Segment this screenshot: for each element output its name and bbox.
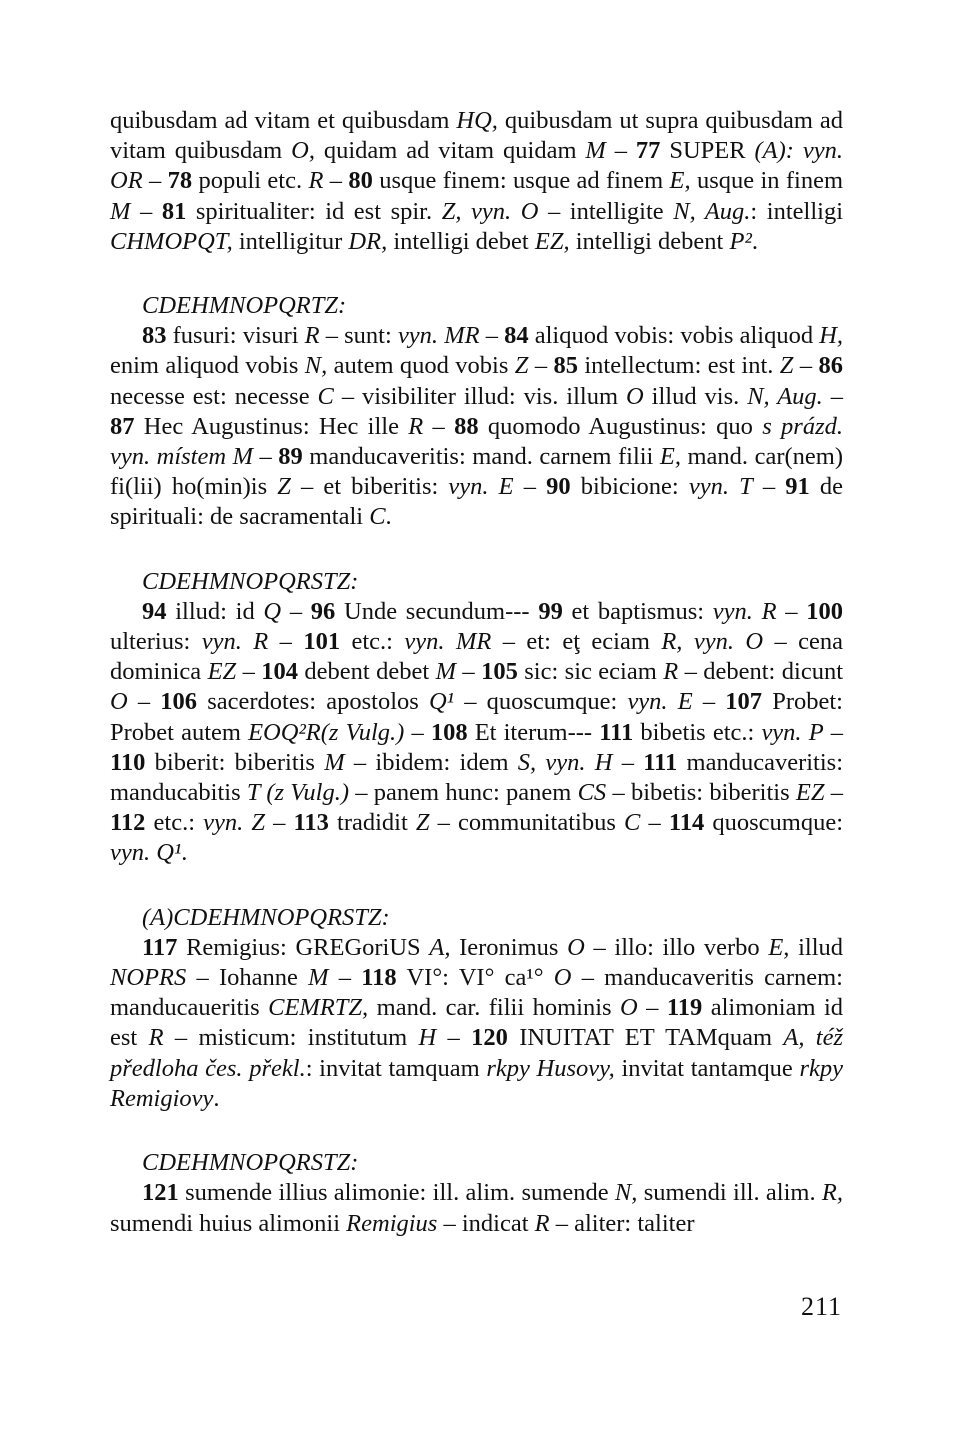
variant-text: Hec Augustinus: Hec ille bbox=[134, 412, 409, 440]
variant-text: mand. car(nem) fi(lii) ho(min)is bbox=[110, 443, 843, 501]
siglum-text: O bbox=[625, 382, 644, 410]
variant-text: – bbox=[822, 382, 844, 410]
variant-text: autem quod vobis bbox=[327, 352, 515, 380]
siglum-text: O bbox=[567, 933, 585, 961]
siglum-text: C bbox=[624, 809, 641, 837]
variant-text: – bbox=[265, 809, 294, 837]
siglum-text: Q bbox=[263, 597, 282, 625]
variant-text: – et: eţ eciam bbox=[491, 628, 662, 656]
siglum-text: M bbox=[585, 137, 606, 165]
variant-text: sacerdotes: apostolos bbox=[197, 688, 429, 716]
line-number: 117 bbox=[142, 933, 178, 961]
siglum-text: vyn. Q¹ bbox=[110, 839, 182, 867]
siglum-text: vyn. OR bbox=[110, 137, 843, 195]
siglum-text: Remigius bbox=[346, 1209, 438, 1237]
variant-text: – bbox=[823, 718, 844, 746]
line-number: 114 bbox=[668, 809, 705, 837]
variant-text: . bbox=[181, 839, 188, 867]
variant-text: – panem hunc: panem bbox=[349, 779, 578, 807]
siglum-text: R, bbox=[821, 1179, 843, 1207]
siglum-text: vyn. R bbox=[712, 597, 777, 625]
variant-text: – bbox=[281, 597, 311, 625]
variant-text: illud vis. bbox=[643, 382, 748, 410]
siglum-text: R bbox=[304, 322, 320, 350]
variant-text: – debent: dicunt bbox=[678, 658, 843, 686]
variant-text: manducaveritis: mand. carnem filii bbox=[302, 443, 660, 471]
variant-text: bibicione: bbox=[570, 473, 689, 501]
variant-text: – bbox=[612, 748, 644, 776]
apparatus-paragraph bbox=[110, 321, 843, 532]
variant-text: – bbox=[513, 473, 547, 501]
line-number: 89 bbox=[278, 443, 303, 471]
witness-sigla-heading: CDEHMNOPQRTZ: bbox=[142, 292, 347, 320]
siglum-text: vyn. MR bbox=[404, 628, 492, 656]
variant-text: bibetis etc.: bbox=[633, 718, 762, 746]
variant-text: quibusdam ut supra quibusdam ad vitam quibusdam bbox=[110, 107, 843, 165]
variant-text: – et biberitis: bbox=[290, 473, 449, 501]
siglum-text: A, bbox=[429, 933, 451, 961]
variant-text: – bbox=[640, 809, 669, 837]
variant-text: intelligi debet bbox=[387, 227, 535, 255]
variant-text: – bbox=[605, 137, 636, 165]
line-number: 87 bbox=[110, 412, 135, 440]
variant-text: SUPER bbox=[660, 137, 755, 165]
variant-text: – communitatibus bbox=[429, 809, 625, 837]
siglum-text: Z bbox=[415, 809, 430, 837]
siglum-text: E, bbox=[669, 167, 691, 195]
line-number: 94 bbox=[142, 597, 167, 625]
witness-sigla-heading: CDEHMNOPQRSTZ: bbox=[142, 567, 359, 595]
variant-text: : intelligi bbox=[750, 197, 844, 225]
siglum-text: EZ bbox=[207, 658, 237, 686]
variant-text: – quoscumque: bbox=[454, 688, 628, 716]
siglum-text: R bbox=[408, 412, 424, 440]
variant-text: intelligitur bbox=[232, 227, 349, 255]
variant-text: illud bbox=[789, 933, 844, 961]
variant-text: : invitat tamquam bbox=[305, 1054, 487, 1082]
line-number: 105 bbox=[481, 658, 518, 686]
variant-text: – bbox=[752, 473, 786, 501]
siglum-text: P² bbox=[729, 227, 752, 255]
variant-text: quomodo Augustinus: quo bbox=[478, 412, 763, 440]
variant-text: – indicat bbox=[437, 1209, 535, 1237]
variant-text: – cena dominica bbox=[110, 628, 844, 686]
siglum-text: vyn. R bbox=[201, 628, 269, 656]
variant-text: – bbox=[323, 167, 349, 195]
variant-text: ulterius: bbox=[110, 628, 202, 656]
variant-text: manducaveritis: manducabitis bbox=[110, 748, 844, 807]
page-number: 211 bbox=[800, 1292, 842, 1321]
siglum-text: R bbox=[663, 658, 679, 686]
variant-text: – ibidem: idem bbox=[344, 748, 518, 776]
siglum-text: A, též předloha čes. překl. bbox=[110, 1024, 844, 1082]
siglum-text: E, bbox=[659, 443, 681, 471]
variant-text: alimoniam id est bbox=[110, 994, 844, 1052]
siglum-text: Z bbox=[779, 352, 794, 380]
line-number: 91 bbox=[785, 473, 810, 501]
variant-text: – bibetis: biberitis bbox=[606, 779, 796, 807]
line-number: 108 bbox=[430, 718, 468, 746]
siglum-text: CS bbox=[577, 779, 607, 807]
siglum-text: s prázd. vyn. místem M bbox=[110, 412, 844, 471]
siglum-text: R bbox=[308, 167, 324, 195]
variant-text: sumende illius alimonie: ill. alim. sumende bbox=[178, 1179, 615, 1207]
siglum-text: vyn. MR bbox=[397, 322, 480, 350]
line-number: 111 bbox=[599, 718, 634, 746]
witness-sigla-heading: CDEHMNOPQRSTZ: bbox=[142, 1149, 359, 1177]
siglum-text: DR, bbox=[348, 227, 388, 255]
variant-text: – bbox=[404, 718, 431, 746]
siglum-text: O, bbox=[291, 137, 315, 165]
siglum-text: N, Aug. bbox=[747, 382, 823, 410]
variant-text: mand. car. filii hominis bbox=[368, 994, 621, 1022]
siglum-text: EZ, bbox=[534, 227, 570, 255]
variant-text: – illo: illo verbo bbox=[584, 933, 769, 961]
variant-text: quoscumque: bbox=[704, 809, 844, 837]
variant-text: usque finem: usque ad finem bbox=[372, 167, 670, 195]
line-number: 110 bbox=[110, 748, 146, 776]
siglum-text: HQ, bbox=[456, 107, 498, 134]
siglum-text: N, Aug. bbox=[673, 197, 751, 225]
line-number: 113 bbox=[293, 809, 329, 837]
variant-text: illud: id bbox=[166, 597, 264, 625]
variant-text: – bbox=[793, 352, 819, 380]
variant-text: debent debet bbox=[298, 658, 436, 686]
variant-text: – bbox=[423, 412, 455, 440]
variant-text: – misticum: institutum bbox=[163, 1024, 419, 1052]
variant-text: Probet: Probet autem bbox=[110, 688, 843, 746]
siglum-text: rkpy Remigiovy bbox=[110, 1054, 843, 1112]
variant-text: populi etc. bbox=[192, 167, 309, 195]
variant-text: – intelligite bbox=[538, 197, 674, 225]
siglum-text: C bbox=[369, 503, 386, 531]
line-number: 85 bbox=[553, 352, 578, 380]
line-number: 100 bbox=[806, 597, 844, 625]
variant-text: – Iohanne bbox=[186, 964, 309, 992]
variant-text: fusuri: visuri bbox=[166, 322, 305, 350]
siglum-text: M bbox=[324, 748, 345, 776]
variant-text: Et iterum--- bbox=[467, 718, 600, 746]
siglum-text: vyn. Z bbox=[203, 809, 265, 837]
siglum-text: EOQ²R(z Vulg.) bbox=[248, 718, 405, 746]
siglum-text: M bbox=[308, 964, 329, 992]
line-number: 106 bbox=[160, 688, 198, 716]
siglum-text: Q¹ bbox=[428, 688, 455, 716]
variant-text: – bbox=[268, 628, 304, 656]
line-number: 90 bbox=[546, 473, 571, 501]
variant-text: Unde secundum--- bbox=[335, 597, 539, 625]
siglum-text: Z bbox=[514, 352, 529, 380]
line-number: 77 bbox=[635, 137, 661, 165]
siglum-text: S, vyn. H bbox=[517, 748, 613, 776]
siglum-text: O bbox=[110, 688, 128, 716]
variant-text: quibusdam ad vitam et quibusdam bbox=[110, 107, 457, 134]
variant-text: – bbox=[236, 658, 262, 686]
line-number: 120 bbox=[471, 1024, 508, 1052]
apparatus-paragraph bbox=[110, 1178, 843, 1238]
line-number: 80 bbox=[348, 167, 373, 195]
line-number: 99 bbox=[538, 597, 563, 625]
siglum-text: R, vyn. O bbox=[661, 628, 764, 656]
variant-text: etc.: bbox=[340, 628, 405, 656]
variant-text: sumendi ill. alim. bbox=[637, 1179, 822, 1207]
variant-text: intellectum: est int. bbox=[577, 352, 780, 380]
apparatus-paragraph bbox=[110, 106, 843, 257]
siglum-text: R bbox=[534, 1209, 550, 1237]
variant-text: . bbox=[385, 503, 392, 531]
variant-text: – bbox=[127, 688, 161, 716]
siglum-text: vyn. T bbox=[688, 473, 753, 501]
siglum-text: EZ bbox=[795, 779, 825, 807]
siglum-text: vyn. E bbox=[448, 473, 514, 501]
variant-text: – bbox=[436, 1024, 472, 1052]
variant-text: – aliter: taliter bbox=[549, 1209, 695, 1237]
variant-text: et baptismus: bbox=[562, 597, 713, 625]
variant-text: sic: sic eciam bbox=[517, 658, 664, 686]
siglum-text: O bbox=[553, 964, 572, 992]
siglum-text: E, bbox=[768, 933, 790, 961]
variant-text: Remigius: GREGoriUS bbox=[177, 933, 430, 961]
siglum-text: M bbox=[110, 197, 131, 225]
variant-text: – bbox=[692, 688, 726, 716]
variant-text: – bbox=[130, 197, 162, 225]
variant-text: aliquod vobis: vobis aliquod bbox=[528, 322, 820, 350]
variant-text: necesse est: necesse bbox=[110, 382, 318, 410]
variant-text: biberit: biberitis bbox=[145, 748, 325, 776]
siglum-text: H, bbox=[819, 322, 844, 350]
witness-sigla-heading: (A)CDEHMNOPQRSTZ: bbox=[142, 903, 390, 931]
variant-text: de spirituali: de sacramentali bbox=[110, 473, 843, 531]
variant-text: – bbox=[142, 167, 168, 195]
variant-text: sumendi huius alimonii bbox=[110, 1209, 347, 1237]
line-number: 121 bbox=[142, 1179, 179, 1207]
line-number: 101 bbox=[303, 628, 341, 656]
siglum-text: CHMOPQT, bbox=[110, 227, 233, 255]
variant-text: spiritualiter: id est spir. bbox=[186, 197, 442, 225]
line-number: 84 bbox=[504, 322, 529, 350]
line-number: 81 bbox=[161, 197, 187, 225]
line-number: 104 bbox=[261, 658, 298, 686]
line-number: 107 bbox=[725, 688, 763, 716]
variant-text: INUITAT ET TAMquam bbox=[507, 1024, 784, 1052]
variant-text: – bbox=[824, 779, 843, 807]
variant-text: – sunt: bbox=[319, 322, 398, 350]
variant-text: usque in finem bbox=[690, 167, 844, 195]
siglum-text: N, bbox=[304, 352, 328, 380]
variant-text: – visibiliter illud: vis. illum bbox=[333, 382, 626, 410]
text-body bbox=[110, 106, 843, 1239]
siglum-text: vyn. E bbox=[627, 688, 693, 716]
siglum-text: (A): bbox=[754, 137, 794, 165]
line-number: 88 bbox=[454, 412, 479, 440]
variant-text: Ieronimus bbox=[450, 933, 568, 961]
siglum-text: Z bbox=[277, 473, 291, 501]
variant-text: . bbox=[213, 1084, 220, 1112]
variant-text: – bbox=[479, 322, 505, 350]
variant-text: – bbox=[456, 658, 482, 686]
variant-text: – bbox=[637, 994, 667, 1022]
variant-text: enim aliquod vobis bbox=[110, 352, 305, 380]
variant-text: – manducaveritis carnem: manducaueritis bbox=[110, 964, 843, 1022]
variant-text: invitat tantamque bbox=[614, 1054, 800, 1082]
variant-text: tradidit bbox=[328, 809, 416, 837]
line-number: 96 bbox=[310, 597, 336, 625]
variant-text: – bbox=[776, 597, 807, 625]
variant-text: – bbox=[528, 352, 554, 380]
variant-text: – bbox=[252, 443, 279, 471]
siglum-text: T (z Vulg.) bbox=[246, 779, 350, 807]
line-number: 111 bbox=[643, 748, 678, 776]
line-number: 83 bbox=[142, 322, 167, 350]
siglum-text: O bbox=[620, 994, 638, 1022]
siglum-text: CEMRTZ, bbox=[268, 994, 369, 1022]
siglum-text: NOPRS bbox=[110, 964, 187, 992]
siglum-text: H bbox=[418, 1024, 437, 1052]
variant-text: VI°: VI° ca¹° bbox=[396, 964, 554, 992]
siglum-text: Z, vyn. O bbox=[441, 197, 539, 225]
apparatus-paragraph bbox=[110, 933, 843, 1114]
variant-text bbox=[794, 137, 803, 164]
siglum-text: M bbox=[435, 658, 457, 686]
siglum-text: vyn. P bbox=[761, 718, 824, 746]
variant-text: – bbox=[328, 964, 362, 992]
siglum-text: N, bbox=[614, 1179, 638, 1207]
line-number: 118 bbox=[361, 964, 397, 992]
line-number: 78 bbox=[167, 167, 193, 195]
siglum-text: rkpy Husovy, bbox=[486, 1054, 615, 1082]
variant-text: etc.: bbox=[145, 809, 204, 837]
siglum-text: C bbox=[317, 382, 334, 410]
variant-text: quidam ad vitam quidam bbox=[314, 137, 586, 165]
line-number: 112 bbox=[110, 809, 146, 837]
line-number: 86 bbox=[818, 352, 843, 380]
variant-text: . bbox=[751, 227, 758, 255]
variant-text: intelligi debent bbox=[569, 227, 730, 255]
siglum-text: R bbox=[148, 1024, 164, 1052]
apparatus-paragraph bbox=[110, 597, 843, 869]
line-number: 119 bbox=[666, 994, 703, 1022]
